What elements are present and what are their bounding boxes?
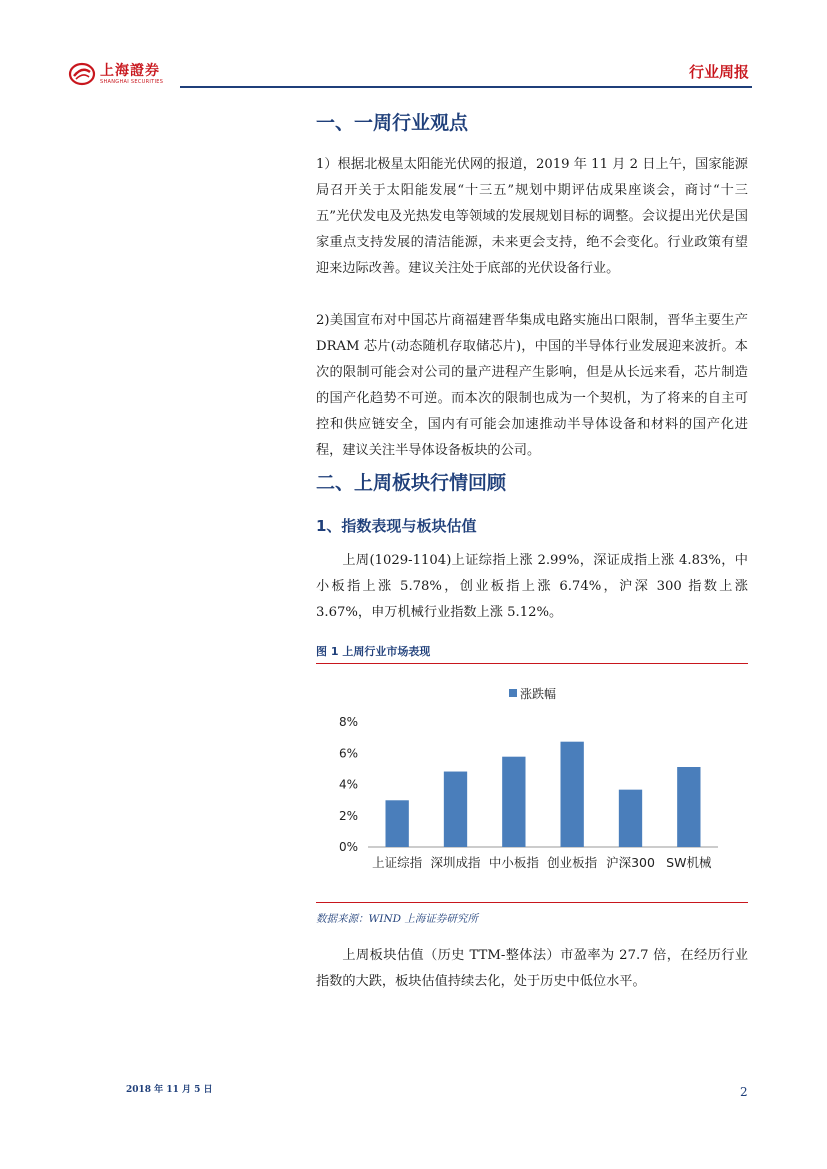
section2-heading: 二、上周板块行情回顾	[316, 472, 507, 494]
valuation-paragraph: 上周板块估值（历史 TTM-整体法）市盈率为 27.7 倍，在经历行业指数的大跌，板块估值持续去化，处于历史中低位水平。	[316, 948, 748, 989]
market-performance-chart	[316, 665, 748, 901]
bar-0	[386, 800, 409, 847]
y-tick-label: 0%	[338, 840, 358, 854]
x-tick-label: 上证综指	[372, 855, 423, 870]
section2-subheading: 1、指数表现与板块估值	[316, 517, 477, 535]
index-performance-paragraph: 上周(1029-1104)上证综指上涨 2.99%，深证成指上涨 4.83%，中小板指上涨 5.78%，创业板指上涨 6.74%，沪深 300 指数上涨 3.67%，申万机械行业指数上涨 5.12%。	[316, 553, 748, 620]
x-tick-label: SW机械	[666, 855, 712, 870]
section1-paragraph-2: 2)美国宣布对中国芯片商福建晋华集成电路实施出口限制，晋华主要生产 DRAM 芯片(动态随机存取储芯片)，中国的半导体行业发展迎来波折。本次的限制可能会对公司的量产进程产生影响，但是从长远来看，芯片制造的国产化趋势不可逆。而本次的限制也成为一个契机，为了将来的自主可控和供应链安全，国内有可能会加速推动半导体设备和材料的国产化进程，建议关注半导体设备板块的公司。	[316, 313, 748, 458]
bar-1	[444, 772, 467, 847]
figure-top-rule	[316, 663, 748, 664]
y-tick-label: 6%	[338, 746, 358, 761]
bar-4	[619, 790, 642, 847]
page-number: 2	[740, 1085, 748, 1099]
header-divider	[180, 86, 752, 88]
bar-2	[502, 757, 525, 847]
x-tick-label: 沪深300	[606, 855, 655, 870]
logo-english-name: SHANGHAI SECURITIES	[100, 79, 164, 85]
footer-date: 2018 年 11 月 5 日	[126, 1085, 213, 1095]
section1-paragraph-1: 1）根据北极星太阳能光伏网的报道，2019 年 11 月 2 日上午，国家能源局召开关于太阳能发展“十三五”规划中期评估成果座谈会，商讨“十三五”光伏发电及光热发电等领域的发展规划目标的调整。会议提出光伏是国家重点支持发展的清洁能源，未来更会支持，绝不会变化。行业政策有望迎来边际改善。建议关注处于底部的光伏设备行业。	[316, 157, 748, 276]
figure-bottom-rule	[316, 902, 748, 903]
logo-emblem-icon	[68, 60, 96, 88]
x-tick-label: 创业板指	[547, 855, 598, 870]
figure-title: 图 1 上周行业市场表现	[316, 645, 431, 658]
company-logo	[68, 60, 163, 88]
report-type-title: 行业周报	[688, 63, 749, 81]
x-tick-label: 深圳成指	[430, 855, 481, 870]
figure-source: 数据来源：WIND 上海证券研究所	[316, 913, 478, 925]
section1-heading: 一、一周行业观点	[316, 112, 469, 134]
x-tick-label: 中小板指	[488, 855, 539, 870]
legend-label: 涨跌幅	[520, 687, 557, 701]
logo-chinese-name: 上海證券	[100, 63, 160, 79]
bar-5	[677, 767, 700, 847]
y-tick-label: 8%	[338, 715, 358, 729]
bar-3	[561, 742, 584, 847]
legend-swatch	[509, 689, 517, 697]
y-tick-label: 4%	[338, 777, 358, 792]
y-tick-label: 2%	[338, 808, 358, 823]
